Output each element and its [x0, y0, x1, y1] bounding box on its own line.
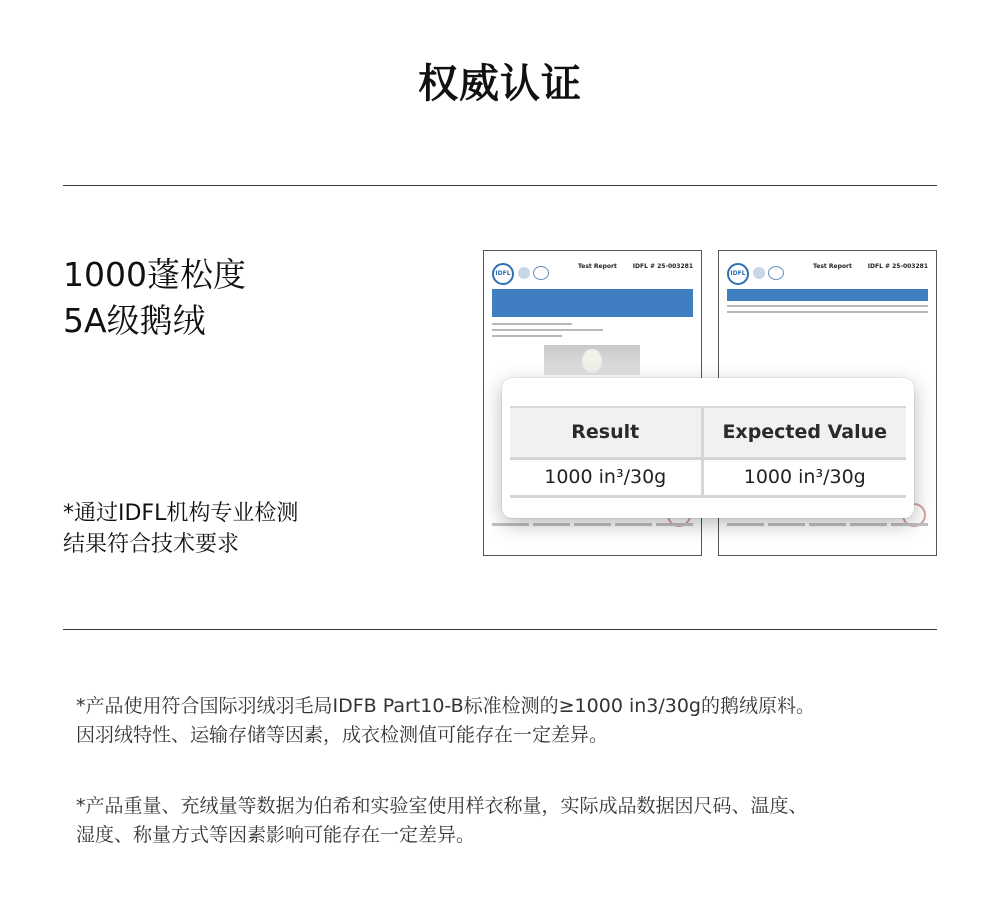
- report-header: [492, 261, 693, 287]
- report-text-lines: [727, 305, 928, 317]
- headline-loft: 1000蓬松度: [63, 255, 246, 294]
- idfl-logo-icon: IDFL: [492, 263, 514, 285]
- headline-grade: 5A级鹅绒: [63, 301, 206, 340]
- report-text-lines: [492, 323, 693, 341]
- idfl-logo-icon: IDFL: [727, 263, 749, 285]
- report-footer: [727, 517, 928, 547]
- bottom-divider: [63, 629, 937, 630]
- result-header: Result: [510, 408, 702, 458]
- report-summary-band: [727, 289, 928, 301]
- accreditation-logo-icon: [518, 267, 530, 279]
- expected-value: 1000 in³/30g: [702, 458, 906, 496]
- disclaimer-note-2: [76, 792, 808, 850]
- disclaimer-note-2-line2: 湿度、称量方式等因素影响可能存在一定差异。: [76, 824, 476, 846]
- top-divider: [63, 185, 937, 186]
- result-table: [510, 408, 906, 498]
- page-title: 权威认证: [418, 61, 582, 107]
- certification-note-line2: 结果符合技术要求: [63, 532, 240, 557]
- certification-note: [63, 498, 298, 560]
- report-title: Test Report: [813, 263, 852, 270]
- disclaimer-note-1-line2: 因羽绒特性、运输存储等因素，成衣检测值可能存在一定差异。: [76, 724, 609, 746]
- report-title: Test Report: [578, 263, 617, 270]
- disclaimer-note-1: [76, 692, 815, 750]
- disclaimer-note-1-line1: *产品使用符合国际羽绒羽毛局IDFB Part10-B标准检测的≥1000 in3/30g的鹅绒原料。: [76, 695, 815, 717]
- result-value: 1000 in³/30g: [510, 458, 702, 496]
- certification-note-line1: *通过IDFL机构专业检测: [63, 501, 299, 526]
- result-card: [502, 378, 914, 518]
- report-id: IDFL # 25-003281: [867, 263, 928, 270]
- expected-value-header: Expected Value: [702, 408, 906, 458]
- result-card-top-bar: [510, 384, 906, 408]
- report-footer: [492, 517, 693, 547]
- accreditation-logo-icon: [753, 267, 765, 279]
- certification-logo-icon: [533, 266, 549, 280]
- down-sample-photo: [544, 345, 640, 375]
- headline: [63, 252, 246, 344]
- certification-logo-icon: [768, 266, 784, 280]
- report-id: IDFL # 25-003281: [632, 263, 693, 270]
- report-info-band: [492, 289, 693, 317]
- disclaimer-note-2-line1: *产品重量、充绒量等数据为伯希和实验室使用样衣称量，实际成品数据因尺码、温度、: [76, 795, 808, 817]
- report-header: [727, 261, 928, 287]
